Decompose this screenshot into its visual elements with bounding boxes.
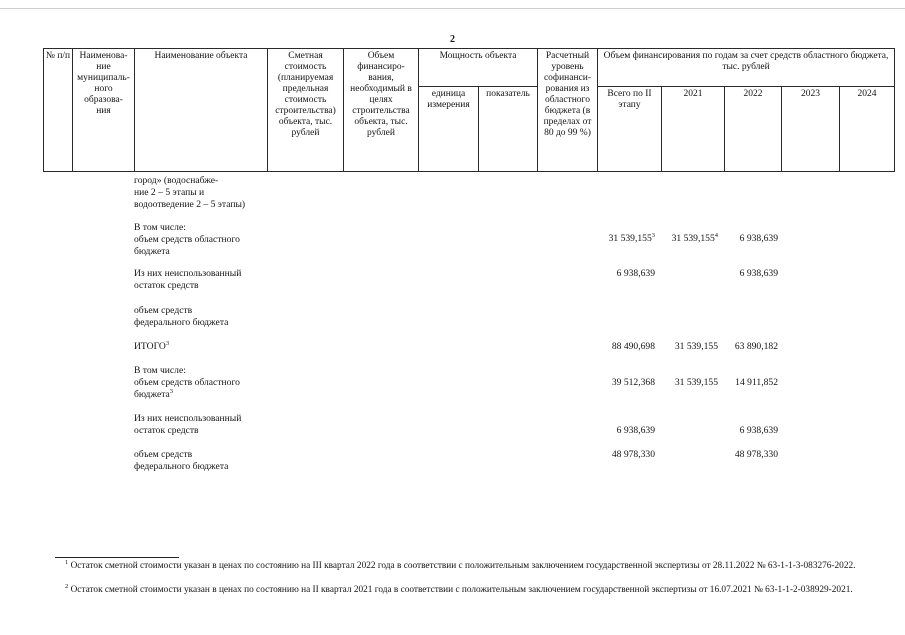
value-total: 39 512,368	[611, 377, 655, 388]
page-number: 2	[450, 34, 455, 45]
row-label-unused-balance: Из них неиспользованный остаток средств	[134, 413, 242, 436]
value-2022: 14 911,852	[735, 377, 778, 388]
header-municipality: Наименова- ние муниципаль- ного образова- ния	[73, 49, 135, 172]
row-label-federal-budget: объем средств федерального бюджета	[134, 305, 229, 328]
value-total: 48 978,330	[611, 449, 655, 460]
footnote-2: $^2$ Остаток сметной стоимости указан в ценах по состоянию на II квартал 2021 года в соответствии с положительным заключением государственной экспертизы от 16.07.2021 № 63-1-1-2-038929-2021.	[65, 582, 853, 595]
header-capacity: Мощность объекта	[419, 49, 538, 87]
value-total: 6 938,639	[616, 425, 655, 436]
value-2022: 6 938,639	[739, 425, 778, 436]
footnote-separator	[55, 557, 179, 558]
header-capacity-value: показатель	[479, 87, 538, 172]
row-label-federal-budget: объем средств федерального бюджета	[134, 449, 229, 472]
footnote-1: $^1$ Остаток сметной стоимости указан в ценах по состоянию на III квартал 2022 года в соответствии с положительным заключением государственной экспертизы от 28.11.2022 № 63-1-1-3-083276-2022.	[65, 558, 856, 571]
scan-edge-line	[0, 8, 905, 9]
header-financing: Объем финансирования по годам за счет средств областного бюджета, тыс. рублей	[598, 49, 895, 87]
header-num: № п/п	[44, 49, 73, 172]
value-total: 31 539,155$^3$	[608, 231, 655, 244]
table-header	[43, 48, 895, 172]
value-2022: 63 890,182	[734, 341, 778, 352]
value-2022: 6 938,639	[739, 233, 778, 244]
header-capacity-unit: единица измерения	[419, 87, 479, 172]
header-cost: Сметная стоимость (планируемая предельная стоимость строительства) объекта, тыс. рублей	[268, 49, 344, 172]
value-2022: 6 938,639	[739, 268, 778, 279]
header-year-2023: 2023	[782, 87, 840, 172]
header-object: Наименование объекта	[135, 49, 268, 172]
value-2021: 31 539,155$^4$	[671, 231, 718, 244]
header-year-2021: 2021	[662, 87, 725, 172]
value-total: 88 490,698	[611, 341, 655, 352]
row-label-regional-budget: В том числе: объем средств областного бюджета	[134, 222, 240, 257]
header-year-2022: 2022	[725, 87, 782, 172]
row-label-unused-balance: Из них неиспользованный остаток средств	[134, 268, 242, 291]
row-label-regional-budget: В том числе: объем средств областного бюджета$^3$	[134, 365, 240, 400]
row-label-total: ИТОГО$^3$	[134, 339, 170, 352]
header-total: Всего по II этапу	[598, 87, 662, 172]
header-volume: Объем финансиро-вания, необходимый в целях строительства объекта, тыс. рублей	[344, 49, 419, 172]
header-year-2024: 2024	[840, 87, 895, 172]
value-2021: 31 539,155	[674, 341, 718, 352]
value-total: 6 938,639	[616, 268, 655, 279]
value-2022: 48 978,330	[734, 449, 778, 460]
header-cofinancing: Расчетный уровень софинанси-рования из областного бюджета (в пределах от 80 до 99 %)	[538, 49, 598, 172]
value-2021: 31 539,155	[674, 377, 718, 388]
row-label-object-name: город» (водоснабже- ние 2 – 5 этапы и водоотведение 2 – 5 этапы)	[134, 175, 246, 210]
